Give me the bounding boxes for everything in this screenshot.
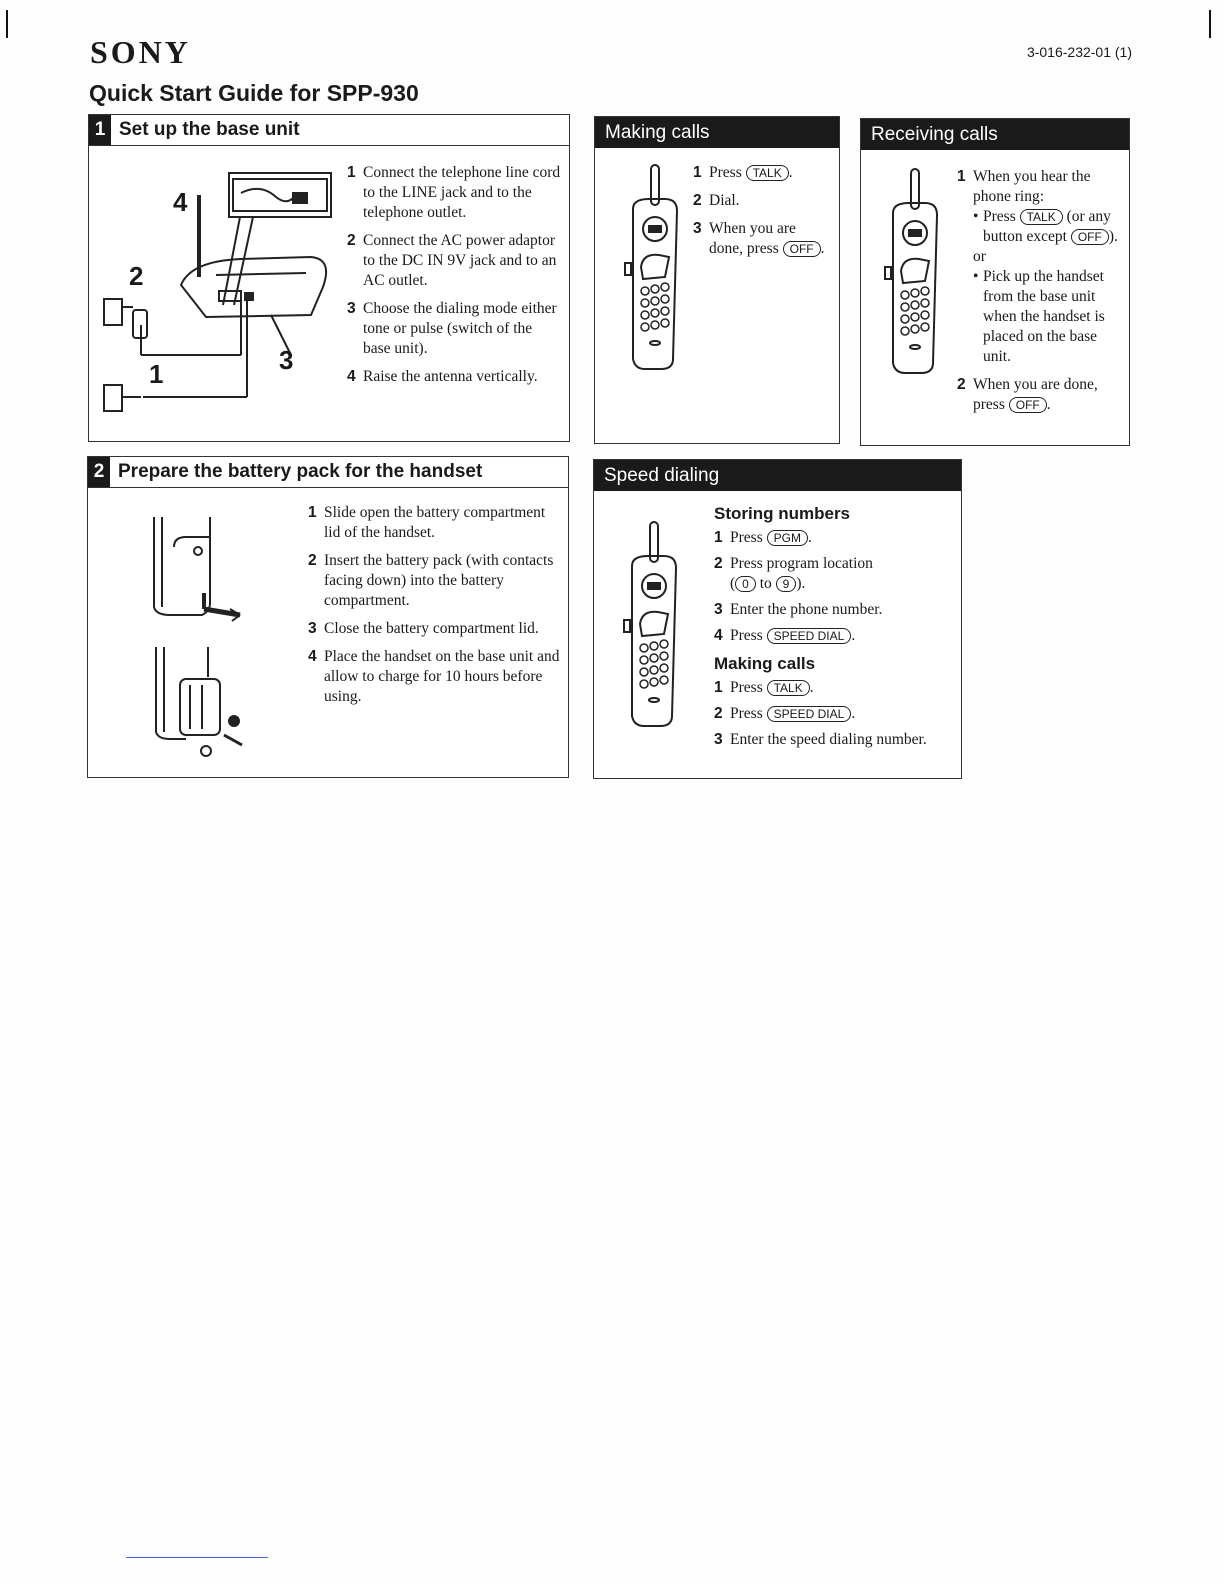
battery-header [88,457,568,488]
list-item: 3 Choose the dialing mode either tone or pulse (switch of the base unit). [347,300,557,357]
list-item: 1 When you hear the phone ring: • Press TALK (or any button except OFF ). or • Pick up the handset from the base unit when the handset is placed on the base unit. [957,168,1118,365]
list-item: 1 Press PGM . [714,529,812,546]
speed-dial-key: SPEED DIAL [767,706,852,722]
page-footer-rule [126,1557,268,1558]
list-item: 1 Press TALK . [693,164,793,181]
talk-key: TALK [767,680,810,696]
list-item: 3 Enter the phone number. [714,601,883,618]
diagram-label-antenna: 4 [173,187,188,217]
list-item: 3 Close the battery compartment lid. [308,620,539,637]
binder-mark-left [6,10,8,38]
binder-mark-right [1209,10,1211,38]
battery-steps [308,503,562,715]
storing-steps [714,528,960,646]
pgm-key: PGM [767,530,808,546]
list-item: 2 Insert the battery pack (with contacts facing down) into the battery compartment. [308,552,554,609]
part-number: 3-016-232-01 (1) [1026,44,1132,60]
speed-dialing-section [593,459,962,779]
talk-key: TALK [746,165,789,181]
diagram-label-switch: 3 [279,345,294,375]
diagram-label-line: 1 [149,359,164,389]
battery-diagram [140,507,270,767]
list-item: 2 Connect the AC power adaptor to the DC IN 9V jack and to an AC outlet. [347,232,557,289]
list-item: 4 Press SPEED DIAL . [714,627,856,644]
talk-key: TALK [1020,209,1063,225]
off-key: OFF [783,241,821,257]
list-item: 2 When you are done, press OFF . [957,376,1098,413]
setup-header [89,115,569,146]
base-unit-diagram [101,165,351,425]
making-calls-steps [693,163,833,267]
list-item: 3 Enter the speed dialing number. [714,731,927,748]
list-item: 1 Press TALK . [714,679,814,696]
handset-icon [615,163,685,373]
battery-heading: Prepare the battery pack for the handset [118,461,483,482]
setup-steps [347,163,563,395]
making-calls-subheading: Making calls [714,654,816,673]
list-item: 4 Place the handset on the base unit and allow to charge for 10 hours before using. [308,648,560,705]
receiving-calls-steps [957,167,1125,423]
speed-dial-key: SPEED DIAL [767,628,852,644]
storing-numbers-heading: Storing numbers [714,504,851,523]
battery-number: 2 [88,457,110,487]
battery-section [87,456,569,778]
setup-section [88,114,570,442]
list-item: 4 Raise the antenna vertically. [347,368,538,385]
making-calls-section [594,116,840,444]
speed-dialing-header: Speed dialing [594,460,961,491]
nine-key: 9 [776,576,797,592]
list-item: 2 Dial. [693,192,740,209]
receiving-calls-section [860,118,1130,446]
off-key: OFF [1071,229,1109,245]
handset-icon [875,167,945,377]
receiving-calls-header: Receiving calls [861,119,1129,150]
page-title: Quick Start Guide for SPP-930 [89,80,419,106]
setup-heading: Set up the base unit [119,119,300,140]
off-key: OFF [1009,397,1047,413]
handset-icon [614,520,684,730]
list-item: 1 Connect the telephone line cord to the LINE jack and to the telephone outlet. [347,164,561,221]
list-item: 2 Press program location ( 0 to 9 ). [714,555,873,592]
sony-logo: SONY [90,34,191,70]
setup-number: 1 [89,115,111,145]
speed-calls-steps [714,678,960,750]
list-item: 1 Slide open the battery compartment lid of the handset. [308,504,546,541]
storing-numbers-block [714,504,960,756]
diagram-label-power: 2 [129,261,144,291]
list-item: 3 When you are done, press OFF . [693,220,825,257]
list-item: 2 Press SPEED DIAL . [714,705,856,722]
zero-key: 0 [735,576,756,592]
making-calls-header: Making calls [595,117,839,148]
